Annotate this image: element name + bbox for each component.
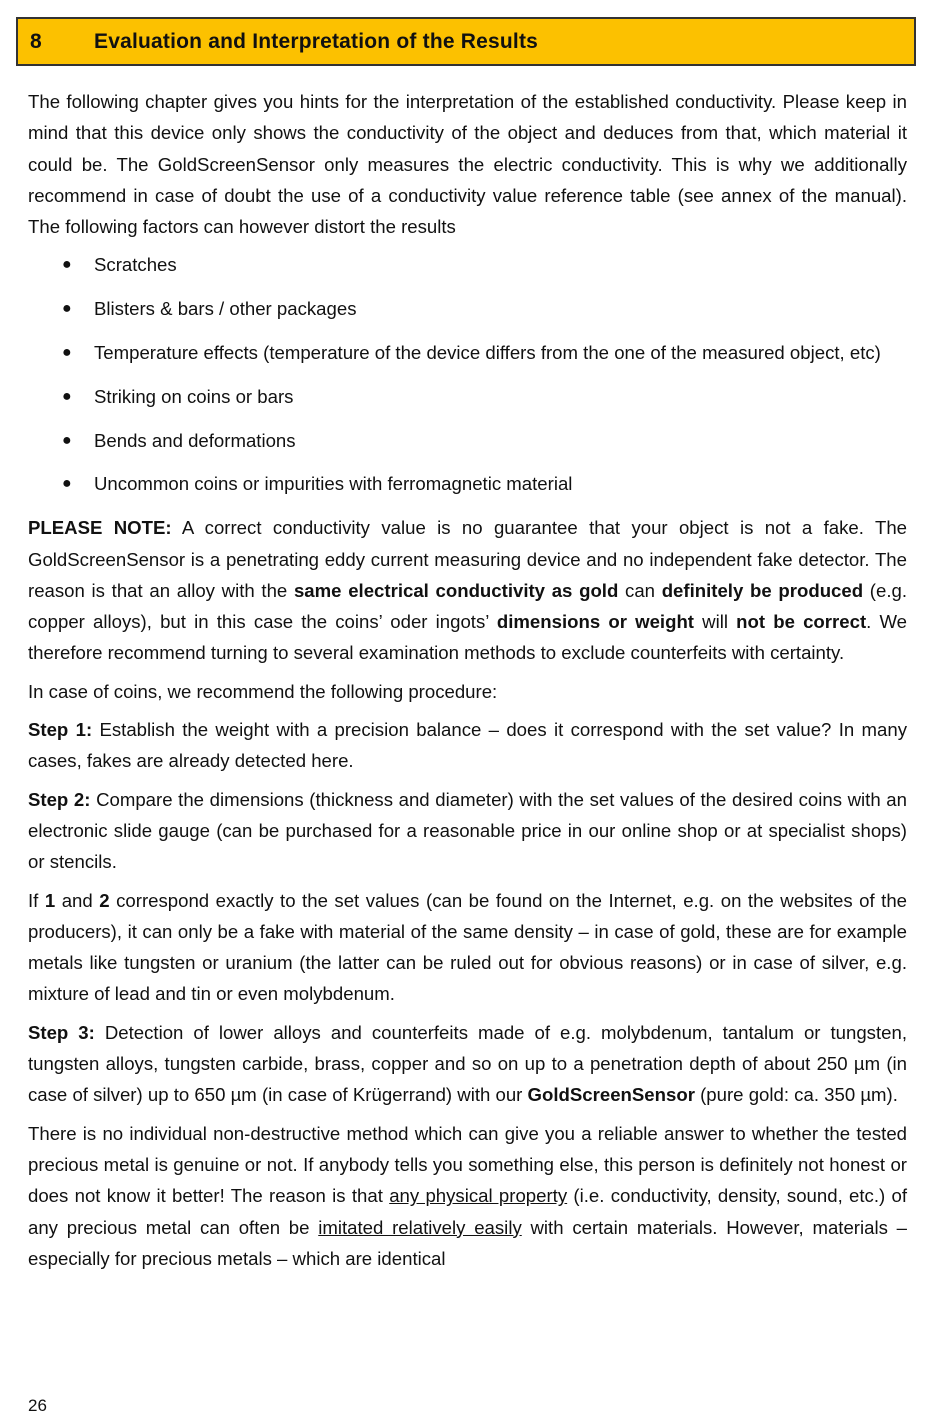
list-item-text: Striking on coins or bars <box>94 385 294 407</box>
list-item-text: Blisters & bars / other packages <box>94 298 357 320</box>
step-text: (pure gold: ca. 350 µm). <box>694 1084 898 1106</box>
list-item <box>28 249 907 280</box>
product-name: GoldScreenSensor <box>527 1084 695 1106</box>
step-label: Step 1: <box>28 719 93 741</box>
note-text: A correct conductivity value is no guarantee that your object is not a fake. The GoldScreenSensor is a penetrating eddy current measuring device and no independent fake detector. The reason is that an alloy with the <box>28 517 907 601</box>
step-2-paragraph <box>28 784 907 878</box>
list-item <box>28 293 907 324</box>
step-1-paragraph <box>28 714 907 777</box>
list-item <box>28 337 907 368</box>
intro-paragraph: The following chapter gives you hints for the interpretation of the established conductivity. Please keep in mind that this device only shows the conductivity of the object and deduces from that, which material it could be. The GoldScreenSensor only measures the electric conductivity. This is why we additionally recommend in case of doubt the use of a conductivity value reference table (see annex of the manual). The following factors can however distort the results <box>28 91 907 238</box>
paragraph-text: and <box>55 889 100 911</box>
section-number: 8 <box>30 29 42 53</box>
underlined-phrase: any physical property <box>389 1185 568 1207</box>
distortion-factors-list <box>28 249 907 499</box>
note-label: PLEASE NOTE: <box>28 517 172 539</box>
note-emphasis: dimensions or weight <box>496 611 694 633</box>
step-3-paragraph <box>28 1017 907 1111</box>
page-number: 26 <box>28 1396 47 1415</box>
paragraph-text: with certain materials. However, materials – especially for precious metals – which are identical <box>28 1216 907 1269</box>
list-item-text: Temperature effects (temperature of the device differs from the one of the measured object, etc) <box>94 342 881 364</box>
note-text: (e.g. copper alloys), but in this case the coins’ oder ingots’ <box>28 579 907 633</box>
note-text: will <box>694 611 737 633</box>
paragraph-text: There is no individual non-destructive method which can give you a reliable answer to whether the tested precious metal is genuine or not. If anybody tells you something else, this person is definitely not honest or does not know it better! The reason is that <box>28 1122 907 1207</box>
section-title: Evaluation and Interpretation of the Results <box>94 29 539 53</box>
final-paragraph <box>28 1118 907 1274</box>
step-text: Detection of lower alloys and counterfeits made of e.g. molybdenum, tantalum or tungsten, tungsten alloys, tungsten carbide, brass, copper and so on up to a penetration depth of about 250 µm (in case of silver) up to 650 µm (in case of Krügerrand) with our <box>28 1021 907 1106</box>
bullet-icon: ● <box>62 256 72 274</box>
underlined-phrase: imitated relatively easily <box>318 1216 522 1238</box>
note-emphasis: not be correct <box>736 611 867 633</box>
list-item <box>28 468 907 499</box>
bullet-icon: ● <box>62 387 72 405</box>
note-emphasis: same electrical conductivity as gold <box>293 579 619 601</box>
bullet-icon: ● <box>62 475 72 493</box>
step-text: Establish the weight with a precision balance – does it correspond with the set value? In many cases, fakes are already detected here. <box>28 719 908 772</box>
note-text: . We therefore recommend turning to several examination methods to exclude counterfeits with certainty. <box>28 611 908 664</box>
note-emphasis: definitely be produced <box>661 579 864 601</box>
section-heading <box>16 17 916 66</box>
note-text: can <box>618 579 662 601</box>
step-reference: 2 <box>99 889 110 911</box>
list-item-text: Uncommon coins or impurities with ferromagnetic material <box>94 473 573 495</box>
list-item <box>28 381 907 412</box>
paragraph-text: If <box>28 889 45 911</box>
step-label: Step 3: <box>28 1021 95 1043</box>
bullet-icon: ● <box>62 344 72 362</box>
step-label: Step 2: <box>28 788 91 810</box>
paragraph-text: correspond exactly to the set values (can be found on the Internet, e.g. on the websites of the producers), it can only be a fake with material of the same density – in case of gold, these are for example metals like tungsten or uranium (the latter can be ruled out for obvious reasons) or in case of silver, e.g. mixture of lead and tin or even molybdenum. <box>28 889 908 1005</box>
bullet-icon: ● <box>62 300 72 318</box>
step-reference: 1 <box>44 889 56 911</box>
please-note-paragraph <box>28 512 907 668</box>
body-content <box>28 86 907 1281</box>
if-correspond-paragraph <box>28 885 907 1010</box>
bullet-icon: ● <box>62 431 72 449</box>
list-item-text: Bends and deformations <box>94 429 296 451</box>
paragraph-text: (i.e. conductivity, density, sound, etc.) of any precious metal can often be <box>28 1185 907 1238</box>
coins-procedure-intro: In case of coins, we recommend the following procedure: <box>28 680 498 702</box>
step-text: Compare the dimensions (thickness and diameter) with the set values of the desired coins with an electronic slide gauge (can be purchased for a reasonable price in our online shop or at specialist shops) or stencils. <box>28 788 907 873</box>
list-item-text: Scratches <box>94 254 177 276</box>
list-item <box>28 425 907 456</box>
